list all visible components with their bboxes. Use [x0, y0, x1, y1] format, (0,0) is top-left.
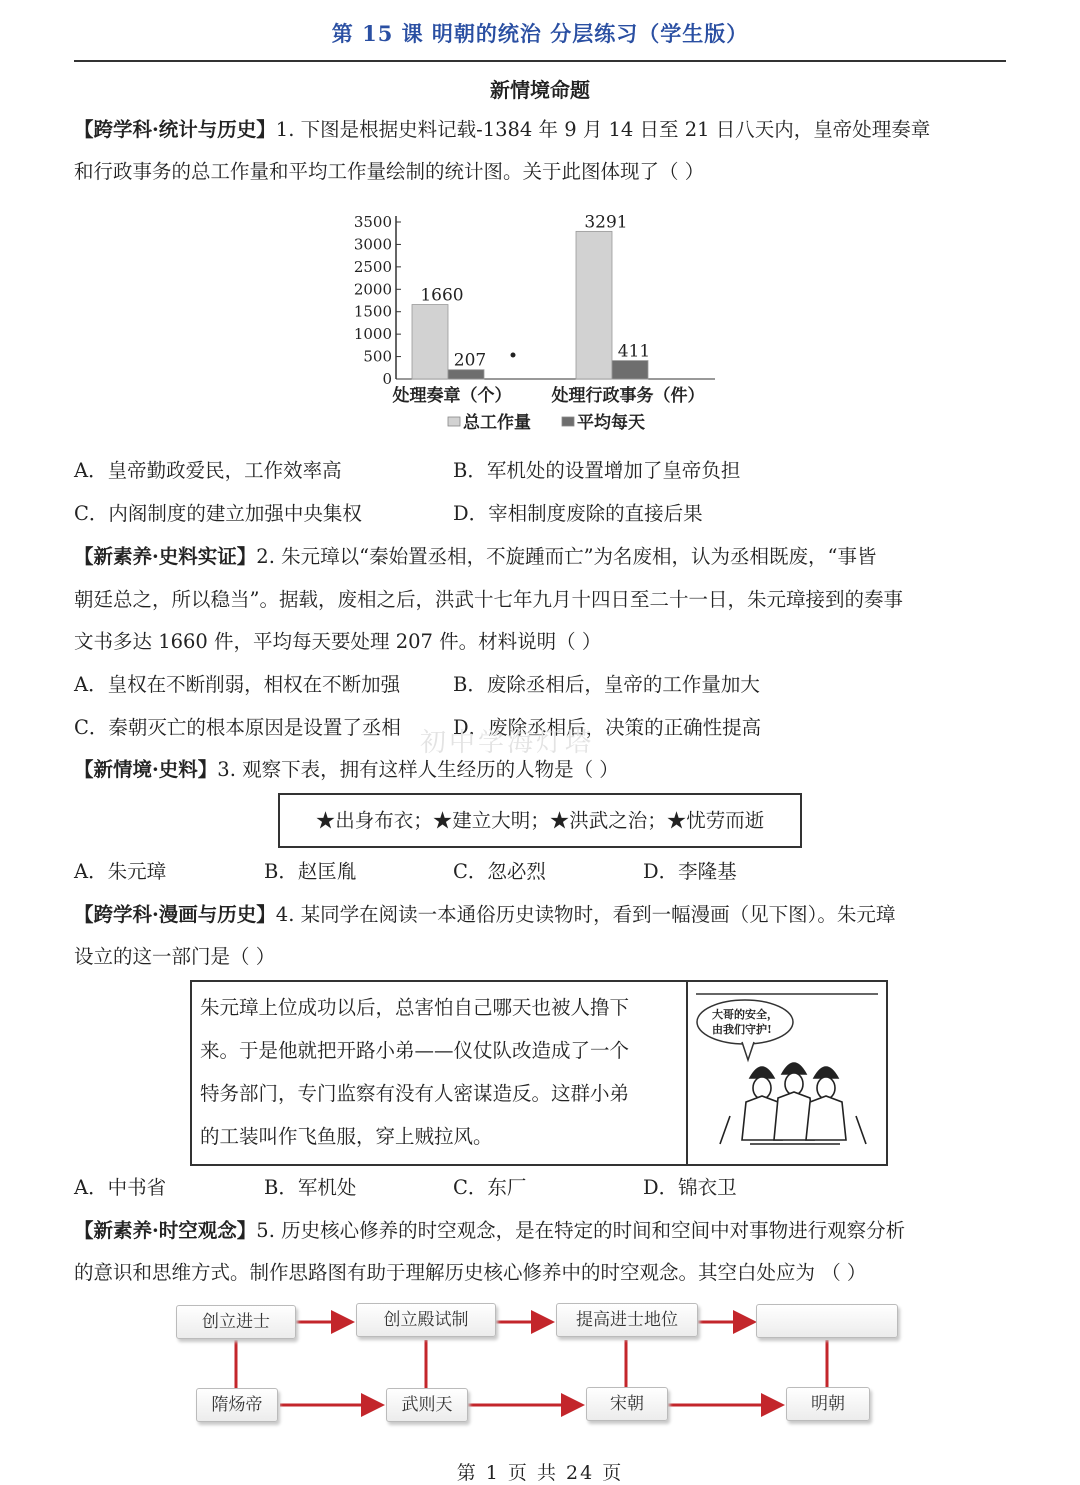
- q2-line1: [74, 545, 1014, 569]
- q4-material-line-2: 来。于是他就把开路小弟——仪仗队改造成了一个: [200, 1039, 630, 1062]
- q1-line1: [74, 118, 1014, 142]
- q2-option-a[interactable]: A．皇权在不断削弱，相权在不断加强: [74, 673, 401, 696]
- q1-option-c[interactable]: C．内阁制度的建立加强中央集权: [74, 502, 362, 525]
- bar-chart: [340, 204, 740, 444]
- q4-option-c[interactable]: C．东厂: [453, 1176, 527, 1199]
- q4-material-divider: [686, 980, 688, 1166]
- q2-option-b[interactable]: B．废除丞相后，皇帝的工作量加大: [453, 673, 760, 696]
- q3-option-d[interactable]: D．李隆基: [643, 860, 737, 883]
- stray-dot: [511, 353, 516, 358]
- q4-material-line-1: 朱元璋上位成功以后，总害怕自己哪天也被人撸下: [200, 996, 630, 1019]
- q1-option-a[interactable]: A．皇帝勤政爱民，工作效率高: [74, 459, 342, 482]
- bar-total-2: [576, 231, 612, 379]
- q2-option-c[interactable]: C．秦朝灭亡的根本原因是设置了丞相: [74, 716, 401, 739]
- bar-daily-1: [448, 370, 484, 379]
- page-footer: 第 1 页 共 24 页: [456, 1462, 624, 1484]
- flow-bottom-1: 隋炀帝: [196, 1388, 278, 1422]
- y-tick-label: 500: [363, 347, 392, 366]
- q4-material-line-4: 的工装叫作飞鱼服，穿上贼拉风。: [200, 1125, 493, 1148]
- header-rule: [74, 60, 1006, 62]
- q4-stem-1: 4. 某同学在阅读一本通俗历史读物时，看到一幅漫画（见下图）。朱元璋: [275, 903, 896, 926]
- cartoon-illustration: [690, 984, 884, 1162]
- page-title: 第 15 课 明朝的统治 分层练习（学生版）: [331, 21, 749, 46]
- legend-label: 平均每天: [577, 413, 645, 433]
- q3-option-c[interactable]: C．忽必烈: [453, 860, 546, 883]
- q5-stem-2: 的意识和思维方式。制作思路图有助于理解历史核心修养中的时空观念。其空白处应为 （ ）: [74, 1261, 867, 1284]
- y-tick-label: 3500: [353, 213, 392, 231]
- q1-tag: 【跨学科·统计与历史】: [74, 118, 276, 141]
- q2-stem-2: 朝廷总之，所以稳当”。据载，废相之后，洪武十七年九月十四日至二十一日，朱元璋接到的奏事: [74, 588, 903, 611]
- q4-option-d[interactable]: D．锦衣卫: [643, 1176, 737, 1199]
- q4-option-b[interactable]: B．军机处: [264, 1176, 357, 1199]
- bar-value-label: 1660: [420, 285, 464, 306]
- flow-top-2: 创立殿试制: [356, 1303, 496, 1337]
- q5-tag: 【新素养·时空观念】: [74, 1219, 257, 1242]
- q3-bio-box: ★出身布衣；★建立大明；★洪武之治；★忧劳而逝: [278, 793, 802, 848]
- chart-axes: [354, 213, 715, 388]
- q2-option-d[interactable]: D．废除丞相后，决策的正确性提高: [453, 716, 762, 739]
- q2-stem-1: 2. 朱元璋以“秦始置丞相，不旋踵而亡”为名废相，认为丞相既废，“事皆: [256, 545, 877, 568]
- q4-tag: 【跨学科·漫画与历史】: [74, 903, 276, 926]
- cartoon-speech-2: 由我们守护!: [712, 1023, 772, 1036]
- y-tick-label: 1500: [353, 302, 392, 321]
- cartoon-speech-1: 大哥的安全，: [712, 1008, 778, 1021]
- flow-top-3: 提高进士地位: [556, 1303, 698, 1337]
- y-tick-label: 1000: [353, 325, 392, 344]
- bar-value-label: 3291: [584, 212, 628, 233]
- watermark: 初中学海灯塔: [420, 728, 595, 758]
- q5-line1: [74, 1219, 1014, 1243]
- bar-value-label: 207: [453, 350, 487, 371]
- flow-bottom-3: 宋朝: [586, 1387, 668, 1421]
- y-tick-label: 2000: [353, 280, 392, 299]
- guard-figures: [720, 1063, 866, 1144]
- q1-stem-1: 1. 下图是根据史料记载-1384 年 9 月 14 日至 21 日八天内，皇帝处理奏章: [275, 118, 931, 141]
- q4-stem-2: 设立的这一部门是（ ）: [74, 945, 276, 968]
- y-tick-label: 2500: [353, 257, 392, 276]
- legend-swatch: [562, 417, 574, 426]
- q5-stem-1: 5. 历史核心修养的时空观念，是在特定的时间和空间中对事物进行观察分析: [256, 1219, 906, 1242]
- q4-option-a[interactable]: A．中书省: [74, 1176, 167, 1199]
- q3-tag: 【新情境·史料】: [74, 758, 218, 781]
- q3-line1: [74, 758, 1014, 782]
- x-category-label: 处理奏章（个）: [392, 386, 512, 406]
- q2-stem-3: 文书多达 1660 件，平均每天要处理 207 件。材料说明（ ）: [74, 630, 602, 653]
- q1-option-b[interactable]: B．军机处的设置增加了皇帝负担: [453, 459, 741, 482]
- q1-option-d[interactable]: D．宰相制度废除的直接后果: [453, 502, 703, 525]
- q4-material-line-3: 特务部门，专门监察有没有人密谋造反。这群小弟: [200, 1082, 630, 1105]
- q2-tag: 【新素养·史料实证】: [74, 545, 257, 568]
- legend-swatch: [448, 417, 460, 426]
- q4-line1: [74, 903, 1014, 927]
- y-tick-label: 0: [382, 370, 392, 388]
- y-tick-label: 3000: [353, 235, 392, 254]
- flow-bottom-4: 明朝: [786, 1387, 870, 1421]
- q1-stem-2: 和行政事务的总工作量和平均工作量绘制的统计图。关于此图体现了（ ）: [74, 160, 705, 183]
- section-title: 新情境命题: [490, 78, 590, 102]
- flow-top-blank: [756, 1304, 898, 1338]
- q3-option-b[interactable]: B．赵匡胤: [264, 860, 357, 883]
- x-category-label: 处理行政事务（件）: [551, 386, 705, 406]
- bar-value-label: 411: [617, 341, 651, 362]
- legend-label: 总工作量: [463, 413, 531, 433]
- chart-legend: [448, 412, 645, 433]
- bar-daily-2: [612, 361, 648, 379]
- q4-material-text: [200, 986, 680, 1158]
- q3-stem-1: 3. 观察下表，拥有这样人生经历的人物是（ ）: [217, 758, 619, 781]
- q3-option-a[interactable]: A．朱元璋: [74, 860, 167, 883]
- flow-bottom-2: 武则天: [386, 1388, 468, 1422]
- bar-total-1: [412, 305, 448, 379]
- flow-top-1: 创立进士: [176, 1305, 296, 1339]
